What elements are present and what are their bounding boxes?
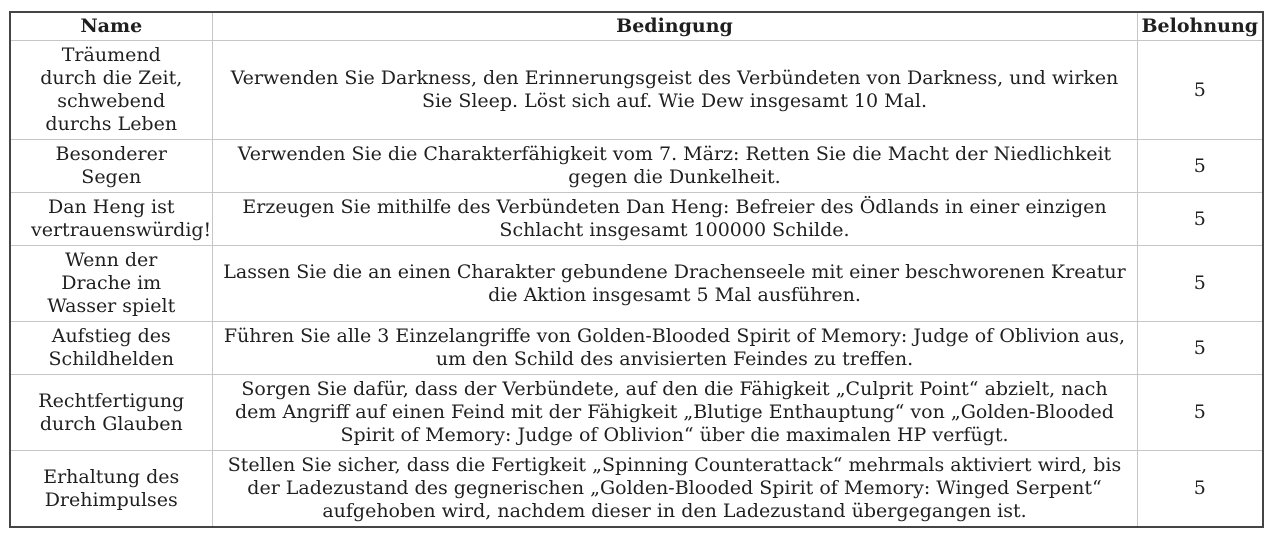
quest-condition: Erzeugen Sie mithilfe des Verbündeten Dan Heng: Befreier des Ödlands in einer einzigen Schlacht insgesamt 100000 Schilde.	[212, 193, 1137, 246]
quest-reward: 5	[1137, 246, 1263, 322]
table-row	[10, 451, 1263, 528]
quest-reward: 5	[1137, 193, 1263, 246]
quest-condition: Führen Sie alle 3 Einzelangriffe von Golden-Blooded Spirit of Memory: Judge of Oblivion aus, um den Schild des anvisierten Feindes zu treffen.	[212, 322, 1137, 375]
quest-reward: 5	[1137, 451, 1263, 528]
table-row	[10, 193, 1263, 246]
table-row	[10, 41, 1263, 140]
quest-table	[9, 11, 1264, 528]
quest-condition: Lassen Sie die an einen Charakter gebundene Drachenseele mit einer beschworenen Kreatur die Aktion insgesamt 5 Mal ausführen.	[212, 246, 1137, 322]
header-row	[10, 12, 1263, 41]
quest-reward: 5	[1137, 322, 1263, 375]
quest-name: Aufstieg des Schildhelden	[10, 322, 212, 375]
table-row	[10, 322, 1263, 375]
quest-name: Erhaltung des Drehimpulses	[10, 451, 212, 528]
quest-reward: 5	[1137, 41, 1263, 140]
table-row	[10, 375, 1263, 451]
quest-name: Besonderer Segen	[10, 140, 212, 193]
header-condition: Bedingung	[212, 12, 1137, 41]
quest-name: Dan Heng ist vertrauenswürdig!	[10, 193, 212, 246]
quest-condition: Verwenden Sie Darkness, den Erinnerungsgeist des Verbündeten von Darkness, und wirken Sie Sleep. Löst sich auf. Wie Dew insgesamt 10 Mal.	[212, 41, 1137, 140]
quest-reward: 5	[1137, 140, 1263, 193]
quest-table-header	[10, 12, 1263, 41]
quest-condition: Verwenden Sie die Charakterfähigkeit vom 7. März: Retten Sie die Macht der Niedlichkeit gegen die Dunkelheit.	[212, 140, 1137, 193]
table-row	[10, 140, 1263, 193]
quest-condition: Stellen Sie sicher, dass die Fertigkeit „Spinning Counterattack“ mehrmals aktiviert wird, bis der Ladezustand des gegnerischen „Golden-Blooded Spirit of Memory: Winged Serpent“ aufgehoben wird, nachdem dieser in den Ladezustand übergegangen ist.	[212, 451, 1137, 528]
quest-name: Träumend durch die Zeit, schwebend durchs Leben	[10, 41, 212, 140]
quest-name: Wenn der Drache im Wasser spielt	[10, 246, 212, 322]
header-reward: Belohnung	[1137, 12, 1263, 41]
header-name: Name	[10, 12, 212, 41]
quest-reward: 5	[1137, 375, 1263, 451]
quest-condition: Sorgen Sie dafür, dass der Verbündete, auf den die Fähigkeit „Culprit Point“ abzielt, nach dem Angriff auf einen Feind mit der Fähigkeit „Blutige Enthauptung“ von „Golden-Blooded Spirit of Memory: Judge of Oblivion“ über die maximalen HP verfügt.	[212, 375, 1137, 451]
quest-table-body	[10, 41, 1263, 528]
table-row	[10, 246, 1263, 322]
quest-name: Rechtfertigung durch Glauben	[10, 375, 212, 451]
